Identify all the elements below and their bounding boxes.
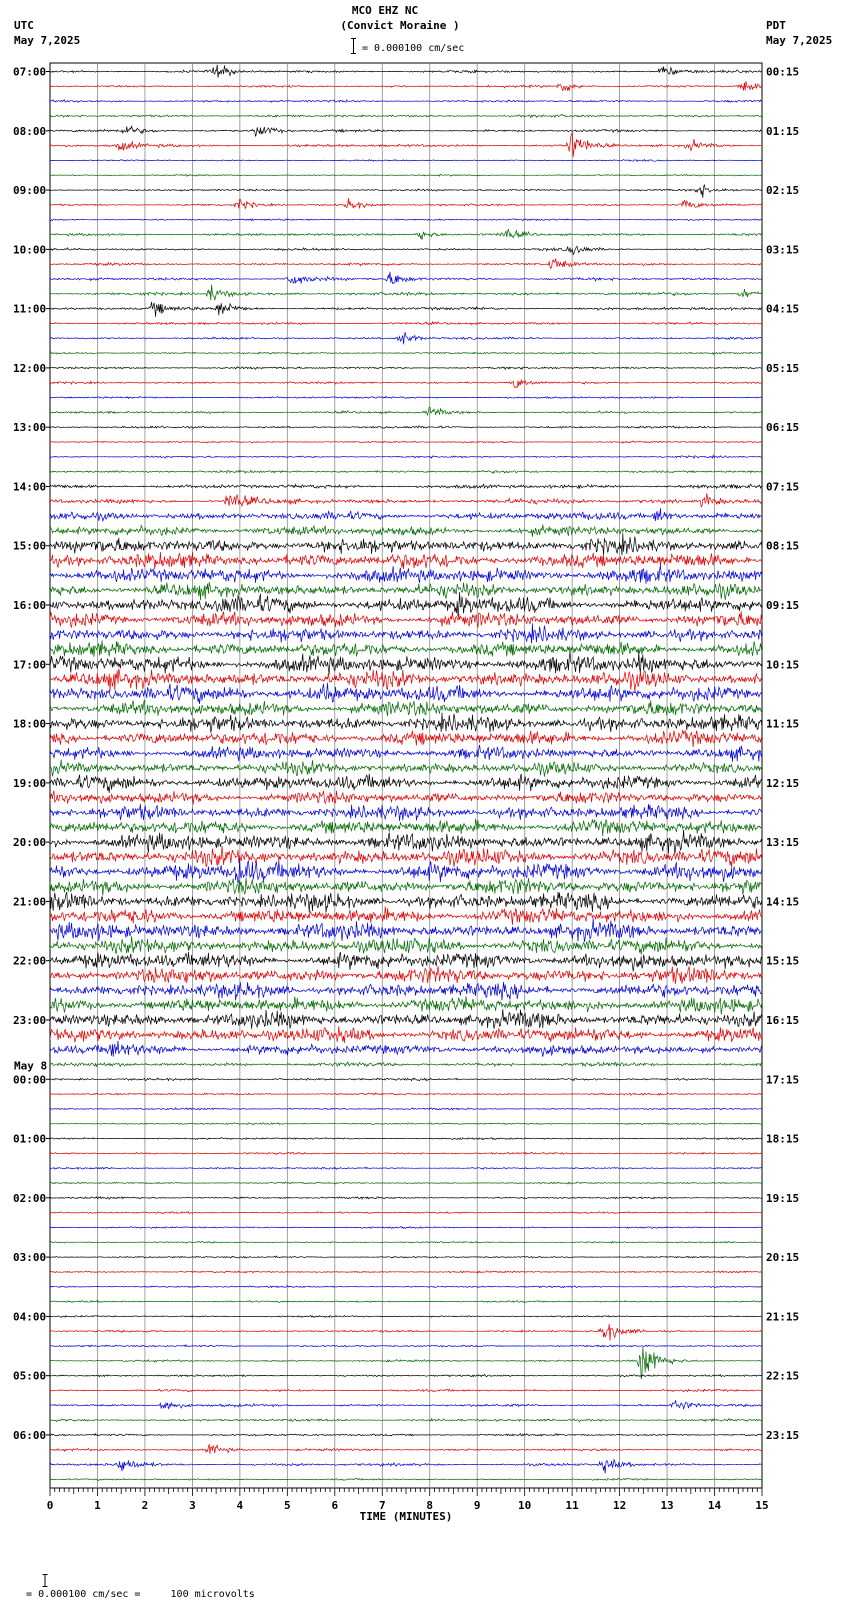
row-label-pdt: 18:15 (766, 1132, 800, 1146)
row-label-pdt: 00:15 (766, 65, 800, 79)
trace-row (50, 1324, 762, 1341)
trace-row (50, 1212, 762, 1214)
plot-frame (50, 63, 762, 1488)
trace-row (50, 525, 762, 537)
trace-row (50, 791, 762, 805)
right-date: May 7,2025 (766, 34, 833, 47)
trace-row (50, 160, 762, 162)
trace-row (50, 640, 762, 657)
trace-row (50, 426, 762, 429)
row-label-utc: 19:00 (13, 776, 47, 790)
trace-row (50, 760, 762, 777)
trace-row (50, 611, 762, 627)
row-label-pdt: 14:15 (766, 895, 800, 909)
row-label-pdt: 05:15 (766, 361, 800, 375)
trace-row (50, 1197, 762, 1199)
x-tick-label: 11 (565, 1499, 579, 1512)
row-label-utc: 21:00 (13, 895, 47, 909)
row-label-utc: 15:00 (13, 539, 47, 553)
trace-row (50, 247, 762, 255)
trace-row (50, 367, 762, 370)
trace-row (50, 1093, 762, 1095)
row-label-utc: 01:00 (13, 1132, 47, 1146)
row-label-utc: 00:00 (13, 1073, 47, 1087)
trace-row (50, 126, 762, 136)
trace-row (50, 996, 762, 1014)
row-label-utc: 18:00 (13, 717, 47, 731)
row-label-pdt: 13:15 (766, 836, 800, 850)
row-label-utc: 09:00 (13, 184, 47, 198)
trace-row (50, 272, 762, 284)
x-tick-label: 2 (141, 1499, 149, 1512)
x-tick-label: 12 (612, 1499, 627, 1512)
station-title: MCO EHZ NC (351, 4, 419, 17)
row-date-label: May 8 (14, 1059, 48, 1073)
row-label-utc: 10:00 (13, 243, 47, 257)
row-label-utc: 04:00 (13, 1310, 47, 1324)
trace-row (50, 352, 762, 355)
row-label-utc: 03:00 (13, 1251, 47, 1265)
trace-row (50, 115, 762, 118)
row-label-utc: 13:00 (13, 421, 47, 435)
row-label-pdt: 16:15 (766, 1013, 800, 1027)
x-tick-label: 14 (707, 1499, 722, 1512)
footer-scale-label (4, 1550, 255, 1601)
trace-row (50, 1227, 762, 1229)
trace-row (50, 285, 762, 301)
trace-row (50, 174, 762, 176)
trace-row (50, 713, 762, 733)
trace-row (50, 1108, 762, 1110)
trace-row (50, 332, 762, 344)
trace-row (50, 1400, 762, 1409)
trace-row (50, 623, 762, 643)
trace-row (50, 1345, 762, 1347)
trace-row (50, 1241, 762, 1243)
trace-row (50, 592, 762, 616)
row-label-utc: 06:00 (13, 1428, 47, 1442)
trace-row (50, 878, 762, 896)
trace-row (50, 132, 762, 157)
trace-row (50, 219, 762, 221)
trace-row (50, 582, 762, 600)
row-label-pdt: 19:15 (766, 1191, 800, 1205)
row-label-utc: 07:00 (13, 65, 47, 79)
trace-row (50, 1419, 762, 1422)
station-name: (Convict Moraine ) (340, 19, 460, 32)
trace-row (50, 441, 762, 443)
row-label-utc: 17:00 (13, 658, 47, 672)
trace-row (50, 1256, 762, 1258)
row-label-pdt: 11:15 (766, 717, 800, 731)
trace-row (50, 982, 762, 1001)
x-tick-label: 5 (284, 1499, 291, 1512)
footer-scale-text: = 0.000100 cm/sec = 100 microvolts (26, 1589, 255, 1600)
trace-row (50, 493, 762, 507)
trace-row (50, 1444, 762, 1454)
trace-row (50, 259, 762, 269)
row-label-utc: 20:00 (13, 836, 47, 850)
trace-row (50, 891, 762, 912)
trace-row (50, 1009, 762, 1029)
trace-row (50, 745, 762, 762)
trace-row (50, 1182, 762, 1184)
trace-row (50, 1271, 762, 1273)
x-tick-label: 9 (473, 1499, 481, 1512)
trace-row (50, 774, 762, 793)
trace-row (50, 1167, 762, 1169)
trace-row (50, 859, 762, 884)
x-axis-label: TIME (MINUTES) (359, 1510, 453, 1523)
trace-row (50, 1434, 762, 1436)
row-label-pdt: 09:15 (766, 599, 800, 613)
row-label-pdt: 08:15 (766, 539, 800, 553)
row-label-pdt: 15:15 (766, 954, 800, 968)
x-tick-label: 1 (94, 1499, 101, 1512)
trace-row (50, 1041, 762, 1057)
trace-row (50, 1374, 762, 1377)
trace-row (50, 1301, 762, 1303)
row-label-utc: 16:00 (13, 599, 47, 613)
trace-row (50, 407, 762, 415)
x-tick-label: 3 (189, 1499, 196, 1512)
trace-row (50, 1347, 762, 1379)
trace-row (50, 804, 762, 821)
trace-row (50, 198, 762, 209)
x-tick-label: 6 (331, 1499, 339, 1512)
trace-row (50, 1315, 762, 1317)
trace-row (50, 1078, 762, 1081)
trace-row (50, 952, 762, 971)
trace-row (50, 1026, 762, 1043)
row-label-pdt: 06:15 (766, 421, 800, 435)
trace-row (50, 1286, 762, 1288)
x-tick-label: 7 (378, 1499, 386, 1512)
trace-row (50, 966, 762, 984)
trace-row (50, 669, 762, 692)
trace-row (50, 919, 762, 943)
row-label-utc: 05:00 (13, 1369, 47, 1383)
trace-row (50, 100, 762, 103)
trace-row (50, 470, 762, 473)
x-tick-label: 4 (236, 1499, 244, 1512)
trace-row (50, 700, 762, 716)
trace-row (50, 455, 762, 458)
row-label-utc: 02:00 (13, 1191, 47, 1205)
row-label-pdt: 12:15 (766, 776, 800, 790)
x-tick-label: 0 (46, 1499, 54, 1512)
row-label-utc: 08:00 (13, 124, 47, 138)
row-label-pdt: 02:15 (766, 184, 800, 198)
trace-row (50, 380, 762, 388)
trace-row (50, 1478, 762, 1480)
row-label-pdt: 17:15 (766, 1073, 800, 1087)
row-label-pdt: 04:15 (766, 302, 800, 316)
trace-row (50, 322, 762, 325)
trace-row (50, 819, 762, 836)
trace-row (50, 907, 762, 925)
trace-row (50, 302, 762, 317)
row-label-pdt: 07:15 (766, 480, 800, 494)
row-label-utc: 22:00 (13, 954, 47, 968)
row-label-pdt: 21:15 (766, 1310, 800, 1324)
row-label-pdt: 20:15 (766, 1251, 800, 1265)
row-label-pdt: 22:15 (766, 1369, 800, 1383)
trace-row (50, 533, 762, 555)
trace-row (50, 566, 762, 584)
trace-row (50, 652, 762, 675)
row-label-pdt: 23:15 (766, 1428, 800, 1442)
row-label-utc: 23:00 (13, 1013, 47, 1027)
x-tick-label: 15 (755, 1499, 769, 1512)
row-label-utc: 14:00 (13, 480, 47, 494)
trace-row (50, 396, 762, 398)
x-tick-label: 13 (660, 1499, 674, 1512)
trace-row (50, 1137, 762, 1139)
trace-row (50, 1062, 762, 1067)
footer-scale-bar-icon (16, 1562, 26, 1601)
trace-row (50, 230, 762, 240)
row-label-pdt: 01:15 (766, 124, 800, 138)
trace-row (50, 65, 762, 78)
trace-row (50, 846, 762, 867)
left-date: May 7,2025 (14, 34, 81, 47)
row-label-pdt: 10:15 (766, 658, 800, 672)
left-timezone: UTC (14, 19, 34, 32)
trace-row (50, 508, 762, 521)
trace-row (50, 936, 762, 954)
row-label-utc: 11:00 (13, 302, 47, 316)
x-tick-label: 10 (518, 1499, 532, 1512)
trace-row (50, 552, 762, 569)
trace-row (50, 1152, 762, 1154)
x-tick-label: 8 (426, 1499, 434, 1512)
trace-row (50, 484, 762, 488)
right-timezone: PDT (766, 19, 786, 32)
trace-row (50, 830, 762, 854)
trace-row (50, 81, 762, 91)
trace-row (50, 1460, 762, 1474)
trace-row (50, 1389, 762, 1392)
row-label-utc: 12:00 (13, 361, 47, 375)
trace-row (50, 185, 762, 198)
trace-row (50, 1123, 762, 1125)
row-label-pdt: 03:15 (766, 243, 800, 257)
trace-row (50, 730, 762, 747)
scale-label: = 0.000100 cm/sec (362, 43, 465, 54)
